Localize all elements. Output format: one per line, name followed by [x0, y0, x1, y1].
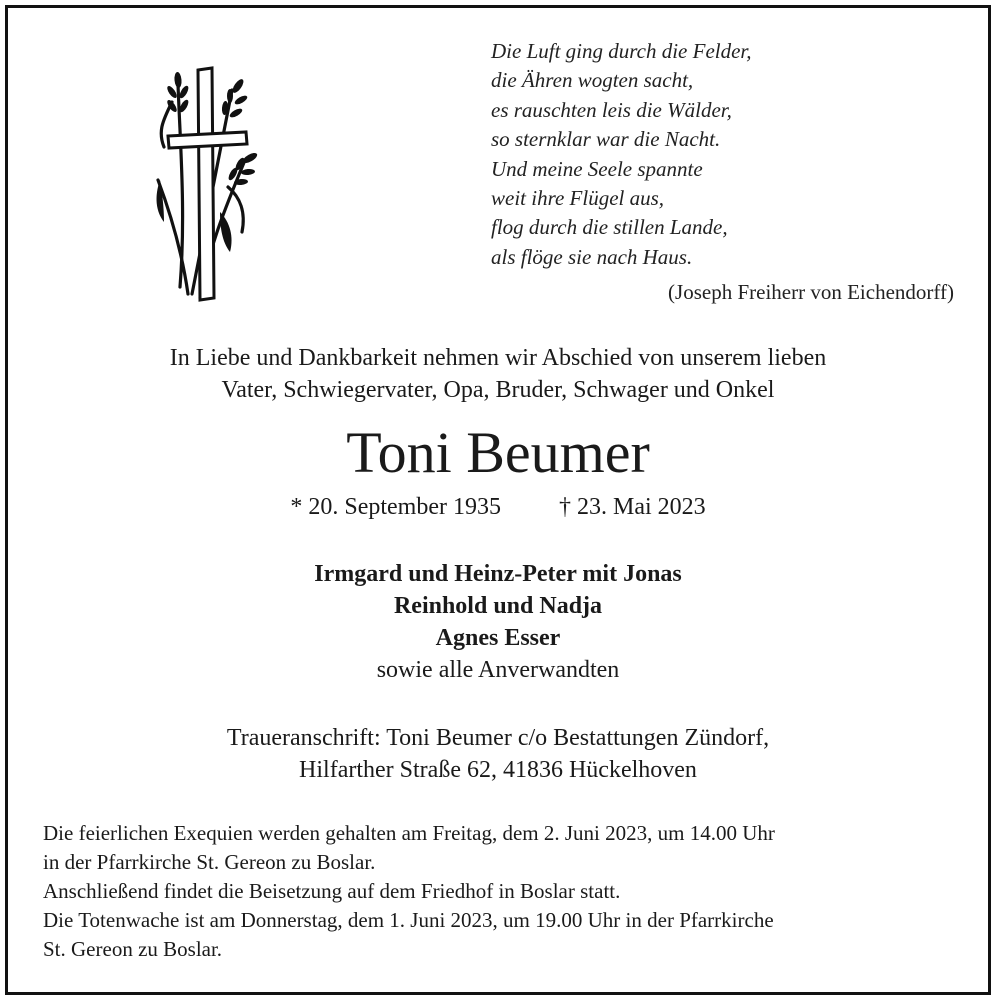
poem-author: (Joseph Freiherr von Eichendorff) [668, 280, 954, 304]
service-notes [43, 819, 775, 964]
poem-line: es rauschten leis die Wälder, [491, 97, 732, 122]
note-line: Die Totenwache ist am Donnerstag, dem 1. Juni 2023, um 19.00 Uhr in der Pfarrkirche [43, 908, 774, 932]
family-name: Agnes Esser [435, 625, 561, 651]
deceased-name: Toni Beumer [346, 420, 650, 485]
note-line: in der Pfarrkirche St. Gereon zu Boslar. [43, 850, 376, 874]
death-date: † 23. Mai 2023 [558, 494, 706, 520]
poem [491, 37, 752, 272]
address-line: Traueranschrift: Toni Beumer c/o Bestattungen Zündorf, [226, 725, 770, 751]
poem-line: Die Luft ging durch die Felder, [491, 39, 752, 63]
intro-text [0, 342, 996, 406]
note-line: Anschließend findet die Beisetzung auf dem Friedhof in Boslar statt. [43, 879, 621, 903]
poem-line: so sternklar war die Nacht. [491, 127, 721, 152]
note-line: St. Gereon zu Boslar. [43, 937, 223, 961]
intro-line: In Liebe und Dankbarkeit nehmen wir Abschied von unserem lieben [169, 345, 827, 371]
poem-line: weit ihre Flügel aus, [491, 186, 665, 211]
family-others: sowie alle Anverwandten [376, 657, 620, 683]
family-signatures [0, 558, 996, 686]
poem-line: als flöge sie nach Haus. [491, 244, 693, 269]
poem-line: flog durch die stillen Lande, [491, 215, 728, 240]
family-name: Irmgard und Heinz-Peter mit Jonas [314, 561, 682, 587]
life-dates [0, 491, 996, 523]
intro-line: Vater, Schwiegervater, Opa, Bruder, Schwager und Onkel [221, 377, 775, 403]
cross-with-wheat-icon [150, 62, 260, 312]
poem-line: Und meine Seele spannte [491, 156, 703, 181]
birth-date: * 20. September 1935 [290, 494, 501, 520]
note-line: Die feierlichen Exequien werden gehalten am Freitag, dem 2. Juni 2023, um 14.00 Uhr [43, 821, 775, 845]
mourning-address [0, 722, 996, 786]
family-name: Reinhold und Nadja [393, 593, 603, 619]
address-line: Hilfarther Straße 62, 41836 Hückelhoven [299, 757, 697, 783]
poem-line: die Ähren wogten sacht, [491, 68, 694, 93]
